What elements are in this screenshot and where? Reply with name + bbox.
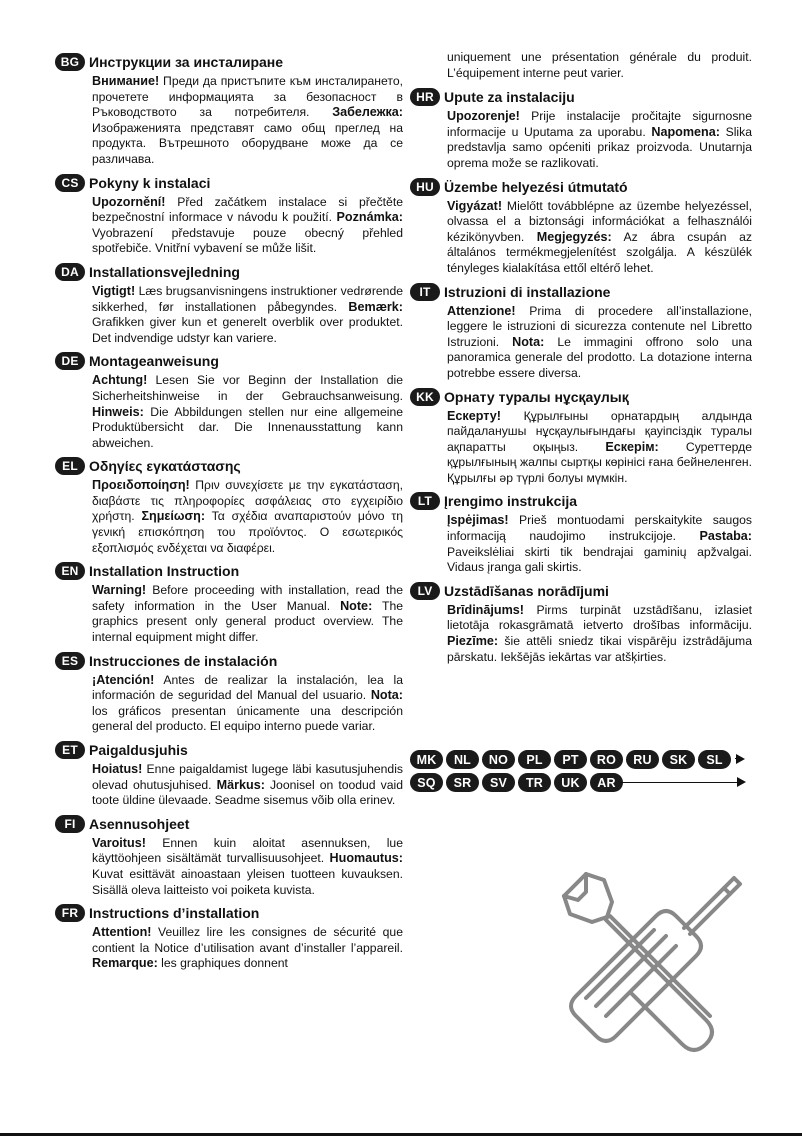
note-label: Hinweis: (92, 404, 144, 419)
language-badge: ES (55, 652, 85, 670)
warning-label: Įspėjimas! (447, 513, 509, 528)
section-header (55, 351, 403, 371)
language-badge-no: NO (482, 750, 515, 769)
section-body (92, 583, 403, 645)
language-row-1 (410, 750, 731, 769)
warning-text: Ennen kuin aloitat asennuksen, lue käyttöohjeen sisältämät turvallisuusohjeet. (92, 835, 403, 866)
section-header (55, 456, 403, 476)
section-body (447, 199, 752, 277)
warning-text: Pirms turpināt uzstādīšanu, izlasiet lietotāja rokasgrāmatā ietverto drošības informāciju. (447, 602, 752, 633)
section-fi (55, 814, 403, 898)
language-badge-sr: SR (446, 773, 479, 792)
note-text: Kuvat esittävät ainoastaan yleisen tuotteen kuvauksen. Sisällä oleva laitteisto voi poiketa kuvista. (92, 866, 403, 897)
note-text: The graphics present only general product overview. The internal equipment might differ. (92, 598, 404, 645)
language-badge-uk: UK (554, 773, 587, 792)
section-title: Üzembe helyezési útmutató (444, 178, 628, 195)
warning-text: Prieš montuodami perskaitykite saugos informaciją naudojimo instrukcijoje. (447, 513, 752, 544)
section-header (55, 651, 403, 671)
section-body (92, 762, 403, 809)
section-header (410, 177, 752, 197)
section-header (55, 903, 403, 923)
section-body (447, 109, 752, 171)
section-body (92, 478, 403, 556)
section-body (92, 836, 403, 898)
section-header (410, 387, 752, 407)
language-badge: IT (410, 283, 440, 301)
section-title: Asennusohjeet (89, 815, 190, 832)
wrench-screwdriver-icon (556, 866, 746, 1066)
section-header (55, 173, 403, 193)
section-header (410, 87, 752, 107)
section-body (92, 673, 403, 735)
left-column (55, 52, 403, 977)
section-body (92, 74, 403, 168)
note-label: Napomena: (651, 124, 720, 139)
warning-text: Prije instalacije pročitajte sigurnosne informacije u Uputama za uporabu. (447, 109, 752, 139)
section-body (92, 373, 403, 451)
warning-text: Læs brugsanvisningens instruktioner vedrørende sikkerhed, før installationen påbegyndes. (92, 283, 403, 314)
section-body (447, 304, 752, 382)
warning-label: Achtung! (92, 373, 148, 388)
language-badge-sl: SL (698, 750, 731, 769)
warning-label: ¡Atención! (92, 672, 155, 687)
section-body (92, 195, 403, 257)
warning-text: Antes de realizar la instalación, lea la información de seguridad del Manual del usuario. (92, 672, 403, 703)
section-da (55, 262, 403, 346)
language-badge: HU (410, 178, 440, 196)
language-badge-nl: NL (446, 750, 479, 769)
language-badge: KK (410, 388, 440, 406)
note-text: Суреттерде құрылғының жалпы сыртқы көрінісі ғана бейнеленген. Құрылғы әр түрлі болуы мүмкін. (447, 439, 752, 485)
section-title: Istruzioni di installazione (444, 283, 611, 300)
section-el (55, 456, 403, 556)
note-text: Paveikslėliai skirti tik bendrajai gaminių apžvalgai. Vidaus įranga gali skirtis. (447, 544, 752, 575)
section-kk (410, 387, 752, 487)
section-title: Paigaldusjuhis (89, 742, 188, 758)
section-title: Οδηγίες εγκατάστασης (89, 458, 241, 475)
note-label: Note: (340, 598, 373, 613)
language-badge-ru: RU (626, 750, 659, 769)
section-cs (55, 173, 403, 257)
section-en (55, 561, 403, 645)
section-header (410, 282, 752, 302)
section-lt (410, 491, 752, 575)
warning-label: Ескерту! (447, 408, 501, 423)
section-title: Įrengimo instrukcija (444, 493, 578, 510)
section-title: Installationsvejledning (89, 263, 240, 280)
warning-label: Brīdinājums! (447, 602, 524, 617)
section-title: Инструкции за инсталиране (89, 54, 284, 70)
language-badge-tr: TR (518, 773, 551, 792)
section-header (55, 262, 403, 282)
note-text: Die Abbildungen stellen nur eine allgemeine Produktübersicht dar. Die Innenausstattung kann abweichen. (92, 404, 403, 450)
note-label: Pastaba: (699, 529, 752, 544)
note-label: Märkus: (216, 777, 265, 792)
warning-text: Prima di procedere all’installazione, leggere le istruzioni di sicurezza contenute nel Libretto Istruzioni. (447, 303, 752, 349)
language-badge: LV (410, 582, 440, 600)
warning-label: Upozornění! (92, 194, 166, 209)
warning-text: Преди да пристъпите към инсталирането, прочетете информацията за безопасност в Ръководството за потребителя. (92, 74, 403, 120)
arrow-line-2 (620, 782, 740, 783)
language-badge: EL (55, 457, 85, 475)
note-text: Vyobrazení představuje pouze obecný přehled spotřebiče. Vnitřní vybavení se může lišit. (92, 225, 403, 256)
section-body (447, 513, 752, 575)
language-badge-pl: PL (518, 750, 551, 769)
language-badge-mk: MK (410, 750, 443, 769)
warning-label: Hoiatus! (92, 762, 143, 776)
note-label: Poznámka: (336, 210, 403, 225)
section-title: Upute za instalaciju (444, 89, 575, 106)
section-title: Instructions d’installation (89, 905, 260, 922)
section-body (92, 925, 403, 972)
section-body (447, 603, 752, 665)
language-badge-ar: AR (590, 773, 623, 792)
warning-label: Attention! (92, 925, 152, 940)
warning-label: Warning! (92, 583, 147, 598)
note-label: Σημείωση: (141, 509, 206, 524)
language-badge: CS (55, 174, 85, 192)
section-header (55, 814, 403, 834)
language-badge: DA (55, 263, 85, 281)
section-lv (410, 581, 752, 665)
arrow-head-1-icon (736, 754, 745, 764)
note-label: Megjegyzés: (536, 229, 612, 244)
section-es (55, 651, 403, 735)
section-title: Montageanweisung (89, 353, 219, 370)
warning-text: Před začátkem instalace si přečtěte bezpečnostní informace v návodu k použití. (92, 194, 403, 225)
language-badge-sq: SQ (410, 773, 443, 792)
section-header (55, 52, 403, 72)
section-header (55, 561, 403, 581)
note-text: Joonisel on toodud vaid toote üldine ülevaade. Seadme sisemus võib olla erinev. (92, 777, 403, 808)
warning-label: Προειδοποίηση! (92, 478, 190, 493)
note-text: Slika predstavlja samo općeniti prikaz proizvoda. Unutarnja oprema može se razlikovati. (447, 124, 752, 170)
section-title: Pokyny k instalaci (89, 174, 211, 191)
warning-label: Varoitus! (92, 835, 146, 850)
note-text: šie attēli sniedz tikai vispārēju izstrādājuma pārskatu. Iekšējās iekārtas var atšķirties. (447, 634, 752, 664)
language-badge-pt: PT (554, 750, 587, 769)
right-column (410, 50, 752, 670)
section-hr (410, 87, 752, 171)
warning-label: Vigtigt! (92, 283, 136, 298)
fr-continuation: uniquement une présentation générale du produit. L’équipement interne peut varier. (447, 50, 752, 80)
section-header (410, 581, 752, 601)
arrow-head-2-icon (737, 777, 746, 787)
section-body (92, 284, 403, 346)
language-row-2 (410, 773, 623, 792)
note-label: Remarque: (92, 956, 158, 971)
note-text: les graphiques donnent (157, 956, 288, 971)
warning-text: Mielőtt továbblépne az üzembe helyezéssel, olvassa el a biztonsági információkat a felhasználói kézikönyvben. (447, 198, 752, 244)
section-et (55, 740, 403, 809)
language-badge: ET (55, 741, 85, 759)
note-text: Grafikken giver kun et generelt overblik over produktet. Det indvendige udstyr kan variere. (92, 315, 403, 345)
warning-label: Vigyázat! (447, 198, 503, 213)
section-bg (55, 52, 403, 168)
language-badge-ro: RO (590, 750, 623, 769)
section-title: Installation Instruction (89, 563, 240, 580)
language-badge: LT (410, 492, 440, 510)
section-de (55, 351, 403, 451)
note-text: Изображенията представят само общ преглед на продукта. Вътрешното оборудване може да се различава. (92, 120, 403, 166)
note-label: Ескерім: (605, 439, 659, 454)
language-badge-sk: SK (662, 750, 695, 769)
note-text: Az ábra csupán az általános termékmegjelenítést szolgálja. A készülék tényleges kialakítása ettől eltérő lehet. (447, 229, 752, 275)
note-text: Τα σχέδια αναπαριστούν μόνο τη γενική επισκόπηση του προϊόντος. Ο εσωτερικός εξοπλισμός ενδέχεται να διαφέρει. (92, 509, 404, 555)
section-header (410, 491, 752, 511)
section-fr (55, 903, 403, 972)
note-text: Le immagini offrono solo una panoramica generale del prodotto. La dotazione interna potrebbe essere diversa. (447, 334, 752, 380)
warning-text: Πριν συνεχίσετε με την εγκατάσταση, διαβάστε τις πληροφορίες ασφάλειας στο εγχειρίδιο χρήστη. (92, 478, 403, 524)
language-badge: FI (55, 815, 85, 833)
section-title: Uzstādīšanas norādījumi (444, 582, 609, 599)
section-title: Instrucciones de instalación (89, 652, 278, 669)
language-badge: EN (55, 562, 85, 580)
warning-text: Lesen Sie vor Beginn der Installation die Sicherheitshinweise in der Gebrauchsanweisung. (92, 373, 403, 403)
warning-label: Внимание! (92, 74, 160, 88)
section-header (55, 740, 403, 760)
warning-label: Attenzione! (447, 303, 516, 318)
note-label: Nota: (370, 688, 403, 703)
note-text: los gráficos presentan únicamente una descripción general del producto. El equipo interno puede variar. (92, 703, 403, 734)
section-it (410, 282, 752, 382)
note-label: Huomautus: (329, 851, 403, 866)
note-label: Piezīme: (447, 634, 499, 649)
language-badge: BG (55, 53, 85, 71)
warning-text: Veuillez lire les consignes de sécurité que contient la Notice d’utilisation avant d’installer l’appareil. (92, 925, 403, 955)
warning-text: Құрылғыны орнатардың алдында пайдаланушы нұсқаулығындағы қауіпсіздік туралы ақпаратты оқыңыз. (447, 408, 752, 454)
warning-text: Before proceeding with installation, read the safety information in the User Manual. (92, 583, 403, 613)
language-badge: DE (55, 352, 85, 370)
language-badge: HR (410, 88, 440, 106)
language-badge: FR (55, 904, 85, 922)
section-body (447, 409, 752, 487)
note-label: Nota: (512, 334, 545, 349)
warning-text: Enne paigaldamist lugege läbi kasutusjuhendis olevad ohutusjuhised. (92, 762, 403, 792)
section-title: Орнату туралы нұсқаулық (444, 388, 629, 405)
note-label: Bemærk: (348, 299, 403, 314)
language-badge-sv: SV (482, 773, 515, 792)
note-label: Забележка: (332, 105, 403, 120)
warning-label: Upozorenje! (447, 109, 520, 124)
section-hu (410, 177, 752, 277)
